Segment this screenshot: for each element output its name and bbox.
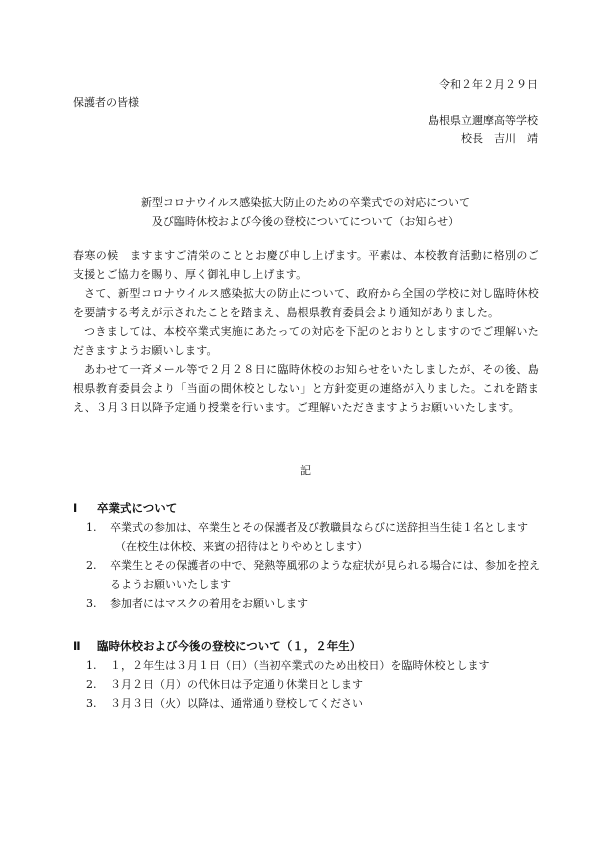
list-item xyxy=(86,594,540,613)
list-item xyxy=(86,675,540,694)
list-item-text: ３月２日（月）の代休日は予定通り休業日とします xyxy=(110,678,363,691)
paragraph-request: つきましては、本校卒業式実施にあたっての対応を下記のとおりとしますのでご理解いただきますようお願いします。 xyxy=(73,325,539,357)
list-item-text: 卒業式の参加は、卒業生とその保護者及び教職員ならびに送辞担当生徒１名とします xyxy=(110,521,528,534)
list-item-number: 3. xyxy=(86,697,97,710)
paragraph-update: あわせて一斉メール等で２月２８日に臨時休校のお知らせをいたしましたが、その後、島根県教育委員会より「当面の間休校としない」と方針変更の連絡が入りました。これを踏まえ、３月３日以降予定通り授業を行います。ご理解いただきますようお願いいたします。 xyxy=(73,363,539,414)
title-line-2: 及び臨時休校および今後の登校についてについて（お知らせ） xyxy=(151,215,460,228)
list-item-text: ３月３日（火）以降は、通常通り登校してください xyxy=(110,697,363,710)
list-item xyxy=(86,694,540,713)
list-item-text: 参加者にはマスクの着用をお願いします xyxy=(110,597,308,610)
section-1-title: 卒業式について xyxy=(97,501,178,515)
title-line-1: 新型コロナウイルス感染拡大防止のための卒業式での対応について xyxy=(140,196,471,209)
list-item-text: １，２年生は３月１日（日）（当初卒業式のため出校日）を臨時休校とします xyxy=(110,659,490,672)
paragraph-background: さて、新型コロナウイルス感染拡大の防止について、政府から全国の学校に対し臨時休校を要請する考えが示されたことを踏まえ、島根県教育委員会より通知がありました。 xyxy=(73,287,539,319)
document-date: 令和２年２月２９日 xyxy=(439,78,538,91)
section-2-title: 臨時休校および今後の登校について（１，２年生） xyxy=(97,639,362,653)
paragraph-greeting: 春寒の候 ますますご清栄のこととお慶び申し上げます。平素は、本校教育活動に格別のご支援とご協力を賜り、厚く御礼申し上げます。 xyxy=(73,249,539,281)
list-item-number: 1. xyxy=(86,659,97,672)
list-item xyxy=(86,556,540,594)
list-item-number: 1. xyxy=(86,521,97,534)
body-text xyxy=(73,246,539,417)
list-item-number: 3. xyxy=(86,597,97,610)
ki-marker: 記 xyxy=(300,464,311,477)
list-item-number: 2. xyxy=(86,559,97,572)
document-title xyxy=(73,193,538,231)
section-2-number: Ⅱ xyxy=(73,639,81,653)
list-item-note: （在校生は休校、来賓の招待はとりやめとします） xyxy=(115,540,368,553)
list-item xyxy=(86,656,540,675)
school-name: 島根県立邇摩高等学校 xyxy=(428,114,538,127)
list-item-text: 卒業生とその保護者の中で、発熱等風邪のような症状が見られる場合には、参加を控えるようお願いいたします xyxy=(110,559,540,591)
addressee: 保護者の皆様 xyxy=(73,96,139,109)
section-1-list xyxy=(86,518,540,613)
section-1-number: Ⅰ xyxy=(73,501,78,515)
section-1-heading xyxy=(73,500,177,516)
section-2-list xyxy=(86,656,540,713)
list-item xyxy=(86,518,540,556)
section-2-heading xyxy=(73,638,361,654)
principal-name: 校長 吉川 靖 xyxy=(461,132,538,145)
list-item-number: 2. xyxy=(86,678,97,691)
